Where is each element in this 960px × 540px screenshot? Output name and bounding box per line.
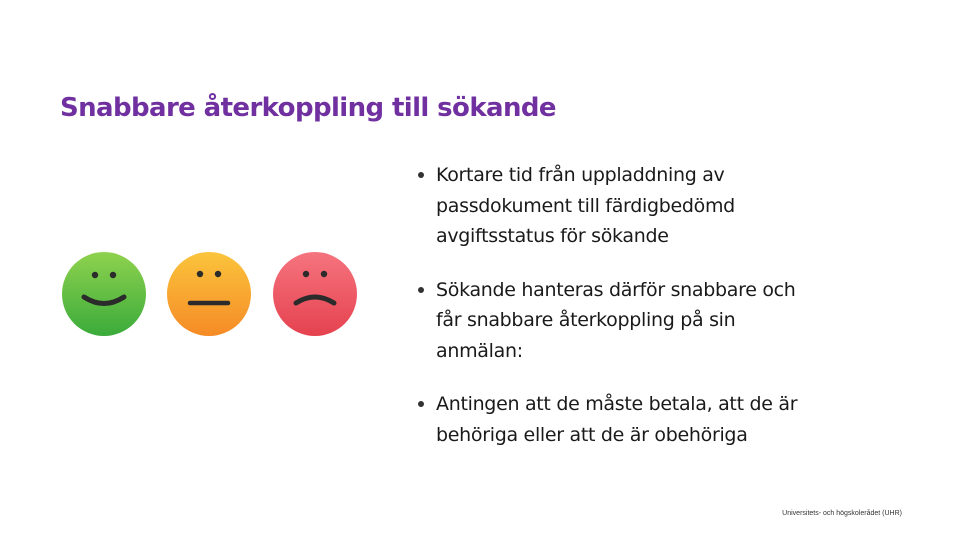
bullet-dot	[418, 172, 424, 178]
neutral-face-icon	[167, 252, 251, 336]
bullet-text: Sökande hanteras därför snabbare och får snabbare återkoppling på sin anmälan:	[436, 278, 796, 362]
bullet-text: Antingen att de måste betala, att de är behöriga eller att de är obehöriga	[436, 393, 798, 446]
bullet-item	[412, 160, 882, 252]
slide-title: Snabbare återkoppling till sökande	[60, 93, 556, 123]
bullet-item	[412, 275, 882, 367]
bullet-item	[412, 389, 882, 450]
footer-source: Universitets- och högskolerådet (UHR)	[782, 510, 902, 517]
bullet-dot	[418, 287, 424, 293]
smiley-faces-image	[62, 252, 358, 336]
bullet-list	[412, 160, 882, 473]
bullet-text: Kortare tid från uppladdning av passdokument till färdigbedömd avgiftsstatus för sökande	[436, 164, 735, 247]
bullet-dot	[418, 401, 424, 407]
sad-face-icon	[273, 252, 357, 336]
happy-face-icon	[62, 252, 146, 336]
